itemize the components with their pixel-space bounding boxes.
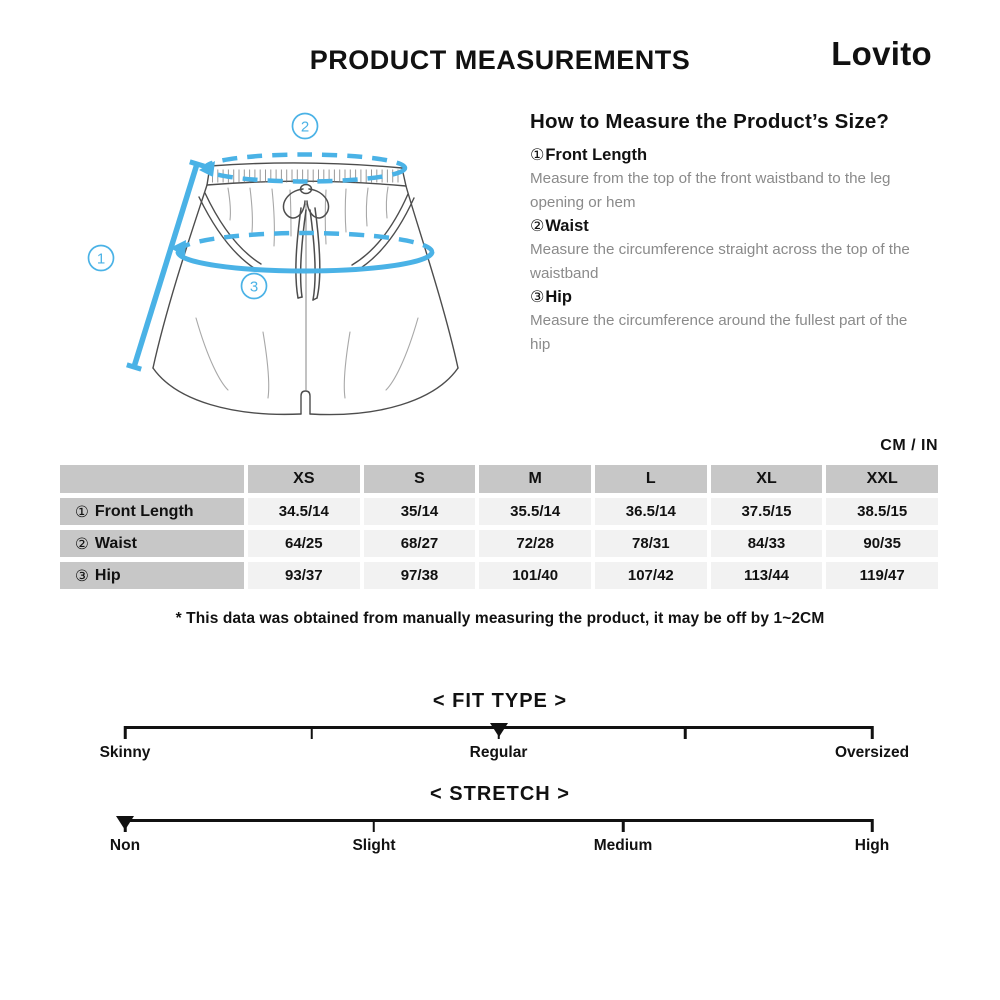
scale-label: Oversized (834, 744, 910, 761)
scale-label: High (854, 837, 890, 854)
circled-number-icon: ② (75, 534, 89, 553)
scale-track (125, 819, 872, 833)
badge-front-length (89, 246, 114, 271)
scale-line (125, 819, 872, 822)
page-title: PRODUCT MEASUREMENTS (309, 45, 691, 75)
scale-fit-type (0, 690, 1000, 764)
measurement-value-cell: 101/40 (479, 562, 591, 589)
measure-item-description: Measure the circumference straight across the top of the waistband (530, 241, 910, 282)
brand-logo: Lovito (831, 35, 932, 72)
table-corner-cell (60, 465, 244, 493)
measurement-value-cell: 38.5/15 (826, 498, 938, 525)
scale-label: Non (109, 837, 141, 854)
scale-label: Regular (469, 744, 528, 761)
scale-tick (373, 819, 376, 832)
how-to-heading: How to Measure the Product’s Size? (530, 110, 890, 133)
fabric-creases (196, 187, 418, 398)
measurement-value-cell: 37.5/15 (711, 498, 823, 525)
measurement-value-cell: 97/38 (364, 562, 476, 589)
measurement-value-cell: 64/25 (248, 530, 360, 557)
scale-label: Skinny (99, 744, 151, 761)
measurement-value-cell: 35.5/14 (479, 498, 591, 525)
scale-tick (871, 819, 874, 832)
front-length-line (134, 164, 197, 367)
measurement-row-label (60, 530, 244, 557)
measurement-value-cell: 36.5/14 (595, 498, 707, 525)
row-label-text: Front Length (94, 502, 194, 520)
shorts-diagram (58, 100, 518, 440)
scale-stretch (0, 783, 1000, 857)
measure-item-name (530, 143, 944, 167)
measurement-value-cell: 78/31 (595, 530, 707, 557)
scale-title: < STRETCH > (430, 783, 570, 805)
measure-item-title: Hip (545, 288, 572, 306)
measurement-value-cell: 34.5/14 (248, 498, 360, 525)
size-table (60, 465, 938, 589)
measurement-value-cell: 107/42 (595, 562, 707, 589)
scale-label: Slight (352, 837, 396, 854)
size-column-header: L (595, 465, 707, 493)
measurement-value-cell: 35/14 (364, 498, 476, 525)
waist-measure-ellipse (205, 155, 405, 182)
scale-title: < FIT TYPE > (432, 690, 568, 712)
badge-waist (293, 114, 318, 139)
measurement-row-label (60, 562, 244, 589)
measurement-value-cell: 90/35 (826, 530, 938, 557)
row-label-text: Waist (94, 534, 137, 552)
circled-number-icon: ① (75, 502, 89, 521)
measure-item-description: Measure from the top of the front waistband to the leg opening or hem (530, 170, 891, 211)
measurement-row-label (60, 498, 244, 525)
measure-item-description: Measure the circumference around the fullest part of the hip (530, 312, 908, 353)
measurement-value-cell: 93/37 (248, 562, 360, 589)
scale-labels (109, 837, 890, 857)
measurement-value-cell: 113/44 (711, 562, 823, 589)
scale-tick (871, 726, 874, 739)
size-column-header: XXL (826, 465, 938, 493)
circled-number-icon: ① (530, 145, 545, 164)
circled-number-icon: ② (530, 216, 545, 235)
how-to-items (530, 143, 944, 356)
footnote: * This data was obtained from manually measuring the product, it may be off by 1~2CM (175, 610, 825, 627)
svg-text:1: 1 (96, 250, 106, 268)
measurement-value-cell: 84/33 (711, 530, 823, 557)
svg-text:3: 3 (249, 278, 259, 296)
scale-track (125, 726, 872, 740)
measure-annotations (127, 155, 432, 370)
scale-marker-icon (490, 723, 508, 737)
unit-label: CM / IN (880, 437, 938, 454)
measure-item-title: Front Length (545, 146, 648, 164)
hip-measure-solid (178, 252, 432, 271)
size-column-header: S (364, 465, 476, 493)
measurement-value-cell: 72/28 (479, 530, 591, 557)
size-column-header: XL (711, 465, 823, 493)
measurement-value-cell: 119/47 (826, 562, 938, 589)
circled-number-icon: ③ (530, 287, 545, 306)
measure-item-title: Waist (545, 217, 589, 235)
scale-labels (99, 744, 910, 764)
scale-tick (124, 726, 127, 739)
scale-tick (622, 819, 625, 832)
scale-marker-icon (116, 816, 134, 830)
circled-number-icon: ③ (75, 566, 89, 585)
how-to-section (530, 110, 944, 356)
svg-text:2: 2 (300, 118, 310, 136)
hip-measure-dashed (178, 233, 432, 252)
badge-hip (242, 274, 267, 299)
scale-label: Medium (593, 837, 653, 854)
size-column-header: XS (248, 465, 360, 493)
size-column-header: M (479, 465, 591, 493)
row-label-text: Hip (94, 566, 121, 584)
scale-tick (311, 726, 314, 739)
measurement-value-cell: 68/27 (364, 530, 476, 557)
measure-item-name (530, 214, 944, 238)
measure-item-name (530, 285, 944, 309)
scale-tick (684, 726, 687, 739)
